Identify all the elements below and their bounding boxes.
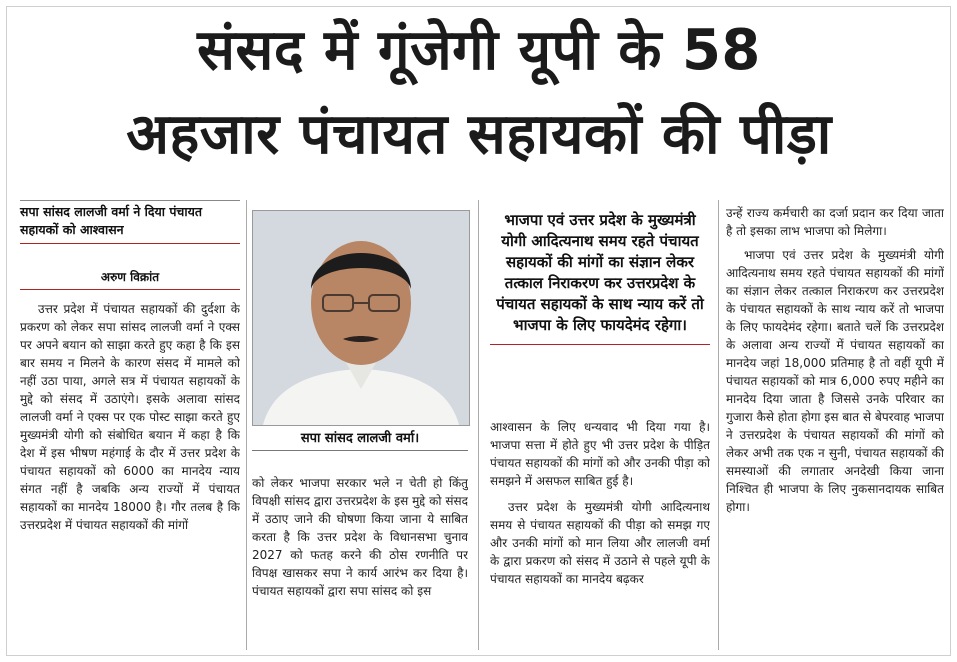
- kicker-subheading: सपा सांसद लालजी वर्मा ने दिया पंचायत सहायकों को आश्वासन: [20, 200, 240, 244]
- byline: अरुण विक्रांत: [20, 268, 240, 290]
- portrait-illustration: [253, 211, 469, 425]
- column-rule: [478, 200, 479, 650]
- column-2-paragraph: को लेकर भाजपा सरकार भले न चेती हो किंतु विपक्षी सांसद द्वारा उत्तरप्रदेश के इस मुद्दे को संसद में उठाए जाने की घोषणा किया जाना ये साबित करता है कि उत्तर प्रदेश के विधानसभा चुनाव 2027 को फतह करने की ठोस रणनीति पर विपक्ष खासकर सपा ने कार्य आरंभ कर दिया है। पंचायत सहायकों द्वारा सपा सांसद को इस: [252, 476, 468, 598]
- column-4-paragraph-1: उन्हें राज्य कर्मचारी का दर्जा प्रदान कर दिया जाता है तो इसका लाभ भाजपा को मिलेगा।: [726, 206, 944, 238]
- column-3-paragraph-2: उत्तर प्रदेश के मुख्यमंत्री योगी आदित्यनाथ समय से पंचायत सहायकों की पीड़ा को समझ गए और उनकी मांगों को मान लिया और लालजी वर्मा के द्वारा प्रकरण को संसद में उठाने से पहले यूपी के पंचायत सहायकों का मानदेय बढ़कर: [490, 500, 710, 586]
- headline-line-2: अहजार पंचायत सहायकों की पीड़ा: [126, 102, 832, 167]
- column-1-paragraph: उत्तर प्रदेश में पंचायत सहायकों की दुर्दशा के प्रकरण को लेकर सपा सांसद लालजी वर्मा ने एक्स पर अपने बयान को साझा करते हुए कहा है कि इस बार समय न मिलने के कारण संसद में मामले को नहीं उठा पाया, अगले सत्र में पंचायत सहायकों के मुद्दे को संसद में उठाएंगे। इसके अलावा सांसद लालजी वर्मा ने एक्स पर एक पोस्ट साझा करते हुए मुख्यमंत्री योगी को संबोधित बयान में कहा है कि देश में इस भीषण महंगाई के दौर में उत्तर प्रदेश के पंचायत सहायकों को 6000 का मानदेय न्याय संगत नहीं है जबकि अन्य राज्यों में पंचायत सहायकों का मानदेय 18000 है। गौर तलब है कि उत्तरप्रदेश में पंचायत सहायकों की मांगों: [20, 302, 240, 532]
- pull-quote: भाजपा एवं उत्तर प्रदेश के मुख्यमंत्री योगी आदित्यनाथ समय रहते पंचायत सहायकों की मांगों का संज्ञान लेकर तत्काल निराकरण कर उत्तरप्रदेश के पंचायत सहायकों के साथ न्याय करें तो भाजपा के लिए फायदेमंद रहेगा।: [490, 210, 710, 345]
- article-column-3: [490, 418, 710, 650]
- column-rule: [718, 200, 719, 650]
- article-column-4: [726, 204, 944, 650]
- article-column-2: [252, 474, 468, 650]
- headline-line-1: संसद में गूंजेगी यूपी के 58: [197, 18, 761, 83]
- column-rule: [246, 200, 247, 650]
- portrait-photo: [252, 210, 470, 426]
- article-column-1: [20, 300, 240, 650]
- column-4-paragraph-2: भाजपा एवं उत्तर प्रदेश के मुख्यमंत्री योगी आदित्यनाथ समय रहते पंचायत सहायकों की मांगों का संज्ञान लेकर तत्काल निराकरण कर उत्तरप्रदेश के पंचायत सहायकों के साथ न्याय करें तो भाजपा के लिए फायदेमंद रहेगा। बताते चलें कि उत्तरप्रदेश के अलावा अन्य राज्यों में पंचायत सहायकों का मानदेय जहां 18,000 प्रतिमाह है तो वहीं यूपी में पंचायत सहायकों को मात्र 6,000 रुपए महीने का मानदेय दिया जाता है जिससे उनके परिवार का गुजारा कैसे होता होगा इस बात से बेपरवाह भाजपा ने उत्तरप्रदेश के पंचायत सहायकों की मांगों को लेकर अभी तक एक न सुनी, पंचायत सहायकों की समस्याओं की लगातार अनदेखी किया जाना निश्चित ही भाजपा के लिए नुकसानदायक साबित होगा।: [726, 248, 944, 514]
- photo-caption: सपा सांसद लालजी वर्मा।: [252, 428, 468, 451]
- column-3-paragraph-1: आश्वासन के लिए धन्यवाद भी दिया गया है। भाजपा सत्ता में होते हुए भी उत्तर प्रदेश के पीड़ित पंचायत सहायकों की मांगों को और उनकी पीड़ा को समझने में असफल साबित हुई है।: [490, 420, 710, 488]
